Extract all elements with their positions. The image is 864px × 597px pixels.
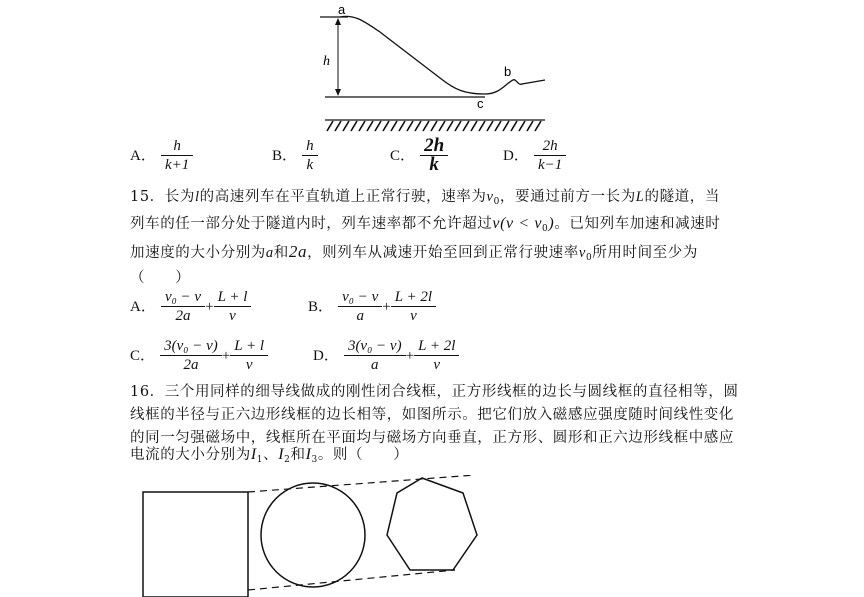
hexagon-loop xyxy=(387,478,477,570)
fraction: $\frac{2h}{k}$ xyxy=(420,137,448,174)
q14-option-d xyxy=(503,137,566,174)
option-letter: D． xyxy=(503,148,529,164)
q15-option-d: D． $\frac{\text{3(v₀ − v)}}{a}$ + $\frac{L + 2l}{v}$ xyxy=(313,337,459,374)
fraction: $\frac{h}{k}$ xyxy=(302,137,318,174)
slope-curve xyxy=(340,16,545,94)
q15-answer-paren: （ ） xyxy=(130,270,191,286)
label-b: b xyxy=(504,64,512,79)
option-letter: B． xyxy=(272,148,298,164)
q14-option-c xyxy=(390,137,448,174)
q15-line-1: 15．长为l的高速列车在平直轨道上正常行驶，速率为$v_0$，要通过前方一长为L的隧道，当 xyxy=(130,189,720,207)
fraction: $\frac{L + l}{v}$ xyxy=(230,337,268,374)
option-letter: C． xyxy=(390,148,416,164)
q14-option-b xyxy=(272,137,318,174)
option-letter: A． xyxy=(130,148,156,164)
fraction: $\frac{2h}{k-1}$ xyxy=(534,137,566,174)
q16-line-4: 电流的大小分别为$I_1$、$I_2$和$I_3$。则（ ） xyxy=(130,446,409,465)
fraction: $\frac{L + l}{v}$ xyxy=(214,288,252,325)
h-arrow-down xyxy=(335,89,341,96)
q16-line-2: 线框的半径与正六边形线框的边长相等，如图所示。把它们放入磁感应强度随时间线性变化 xyxy=(130,407,734,423)
slope-figure xyxy=(300,0,560,140)
q16-line-3: 的同一匀强磁场中，线框所在平面均与磁场方向垂直，正方形、圆形和正六边形线框中感应 xyxy=(130,430,734,446)
dashed-top xyxy=(248,475,475,492)
h-arrow-up xyxy=(335,18,341,25)
label-c: c xyxy=(477,96,484,111)
q15-line-2: 列车的任一部分处于隧道内时，列车速率都不允许超过$v(v < v_0)$。已知列车加速和减速时 xyxy=(130,215,721,234)
dashed-bottom xyxy=(248,570,455,590)
fraction: $\frac{L + 2l}{v}$ xyxy=(391,288,436,325)
label-a: a xyxy=(338,2,346,17)
fraction: $\frac{\text{v₀ − v}}{a}$ xyxy=(338,288,382,325)
label-h: h xyxy=(323,54,330,69)
loops-figure xyxy=(135,475,495,597)
fraction: $\frac{\text{3(v₀ − v)}}{a}$ xyxy=(344,337,406,374)
fraction: $\frac{h}{k+1}$ xyxy=(161,137,193,174)
q15-option-c: C． $\frac{\text{3(v₀ − v)}}{2a}$ + $\frac{L + l}{v}$ xyxy=(130,337,268,374)
q14-option-a xyxy=(130,137,193,174)
fraction: $\frac{L + 2l}{v}$ xyxy=(414,337,459,374)
q15-option-a: A． $\frac{\text{v₀ − v}}{2a}$ + $\frac{L + l}{v}$ xyxy=(130,288,251,325)
fraction: $\frac{\text{3(v₀ − v)}}{2a}$ xyxy=(160,337,222,374)
hatched-ground xyxy=(325,120,545,131)
fraction: $\frac{\text{v₀ − v}}{2a}$ xyxy=(161,288,205,325)
circle-loop xyxy=(261,483,365,587)
square-loop xyxy=(143,492,248,597)
q16-line-1: 16．三个用同样的细导线做成的刚性闭合线框，正方形线框的边长与圆线框的直径相等，圆 xyxy=(130,384,739,400)
q15-line-3: 加速度的大小分别为a和2a，则列车从减速开始至回到正常行驶速率$v_0$所用时间至少为 xyxy=(130,242,698,263)
q15-option-b: B． $\frac{\text{v₀ − v}}{a}$ + $\frac{L + 2l}{v}$ xyxy=(308,288,436,325)
